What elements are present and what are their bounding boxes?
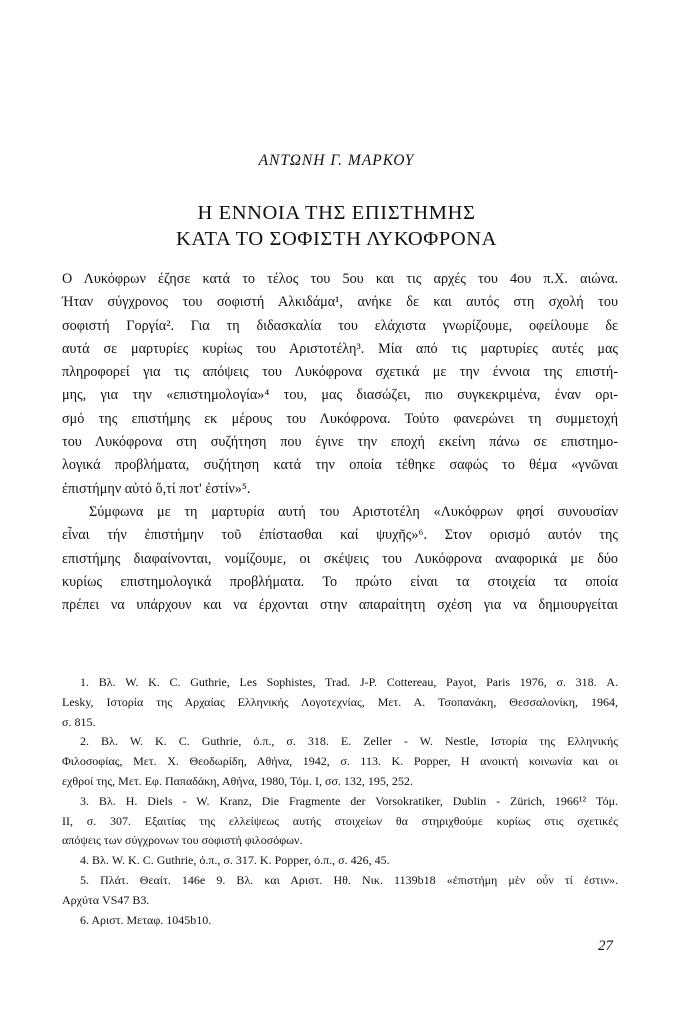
footnote-line: 6. Αριστ. Μεταφ. 1045b10.	[80, 912, 212, 927]
body-line: Ο Λυκόφρων έζησε κατά το τέλος του 5ου και τις αρχές του 4ου π.Χ. αιώνα.	[62, 271, 618, 287]
body-line: του Λυκόφρονα στη συζήτηση που έγινε την εποχή εκείνη πάνω σε επιστημο-	[62, 434, 618, 451]
body-line: Ήταν σύγχρονος του σοφιστή Αλκιδάμα¹, ανήκε δε και αυτός στη σχολή του	[62, 294, 618, 311]
title-line: Η ΕΝΝΟΙΑ ΤΗΣ ΕΠΙΣΤΗΜΗΣ	[197, 202, 476, 224]
body-line: λογικά προβλήματα, συζήτηση κατά την οποία τέθηκε σαφώς το θέμα «γνῶναι	[62, 457, 618, 474]
page-number: 27	[598, 938, 613, 954]
body-line: Σύμφωνα με τη μαρτυρία αυτή του Αριστοτέλη «Λυκόφρων φησί συνουσίαν	[89, 503, 618, 520]
footnote-line: Φιλοσοφίας, Μετ. Χ. Θεοδωρίδη, Αθήνα, 1942, σ. 113. K. Popper, Η ανοικτή κοινωνία και οι	[62, 754, 618, 769]
body-line: εἶναι τήν ἐπιστήμην τοῦ ἐπίστασθαι καί ψυχῆς»⁶. Στον ορισμό αυτόν της	[62, 527, 618, 544]
body-line: μης, για την «επιστημολογία»⁴ του, μας διασώζει, πιο συγκεκριμένα, έναν ορι-	[62, 387, 618, 404]
article-body	[62, 268, 618, 617]
footnote-line: ΙΙ, σ. 307. Εξαιτίας της ελλείψεως αυτής στοιχείων θα στηριχθούμε κυρίως στις σχετικές	[62, 813, 618, 828]
footnote-line: 1. Βλ. W. K. C. Guthrie, Les Sophistes, Trad. J-P. Cottereau, Payot, Paris 1976, σ. 318. A.	[80, 675, 618, 689]
footnote-line: Αρχύτα VS47 B3.	[62, 892, 150, 907]
footnotes	[62, 673, 618, 930]
footnote-line: Lesky, Ιστορία της Αρχαίας Ελληνικής Λογοτεχνίας, Μετ. Α. Τσοπανάκη, Θεσσαλονίκη, 1964,	[62, 694, 618, 709]
author-name: ΑΝΤΩΝΗ Γ. ΜΑΡΚΟΥ	[258, 152, 415, 169]
body-line: κυρίως επιστημολογικά προβλήματα. Το πρώτο είναι τα στοιχεία τα οποία	[62, 573, 618, 590]
body-line: πρέπει να υπάρχουν και να έρχονται στην απαραίτητη σχέση για να δημιουργείται	[62, 597, 618, 614]
footnote-line: 5. Πλάτ. Θεαίτ. 146e 9. Βλ. και Αριστ. Ηθ. Νικ. 1139b18 «ἐπιστήμη μὲν οὖν τί ἐστιν».	[80, 872, 618, 887]
footnote-line: σ. 815.	[62, 714, 96, 729]
footnote-line: 3. Βλ. H. Diels - W. Kranz, Die Fragmente der Vorsokratiker, Dublin - Zürich, 1966¹² Τόμ.	[80, 793, 618, 808]
body-line: επιστήμης διαφαίνονται, νομίζουμε, οι σκέψεις του Λυκόφρονα αναφορικά με δύο	[62, 550, 618, 567]
body-line: σμό της επιστήμης εκ μέρους του Λυκόφρονα. Τούτο φανερώνει τη συμμετοχή	[62, 410, 618, 427]
body-line: πληροφορεί για τις απόψεις του Λυκόφρονα σχετικά με την έννοια της επιστή-	[62, 364, 618, 381]
title-line: ΚΑΤΑ ΤΟ ΣΟΦΙΣΤΗ ΛΥΚΟΦΡΟΝΑ	[175, 228, 498, 250]
body-line: σοφιστή Γοργία². Για τη διδασκαλία του ελάχιστα γνωρίζουμε, οφείλουμε δε	[62, 317, 618, 334]
footnote-line: 2. Βλ. W. K. C. Guthrie, ό.π., σ. 318. E. Zeller - W. Nestle, Ιστορία της Ελληνικής	[80, 734, 618, 749]
footnote-line: απόψεις των σύγχρονων του σοφιστή φιλοσόφων.	[62, 833, 303, 848]
body-line: αυτά σε μαρτυρίες κυρίως του Αριστοτέλη³. Μία από τις μαρτυρίες αυτές μας	[62, 340, 618, 357]
article-title	[0, 200, 673, 252]
footnote-line: εχθροί της, Μετ. Εφ. Παπαδάκη, Αθήνα, 1980, Τόμ. Ι, σσ. 132, 195, 252.	[62, 773, 413, 788]
footnote-line: 4. Βλ. W. K. C. Guthrie, ό.π., σ. 317. K. Popper, ό.π., σ. 426, 45.	[80, 853, 390, 868]
body-line: ἐπιστήμην αὐτό ὅ,τί ποτ' ἐστίν»⁵.	[62, 480, 251, 497]
